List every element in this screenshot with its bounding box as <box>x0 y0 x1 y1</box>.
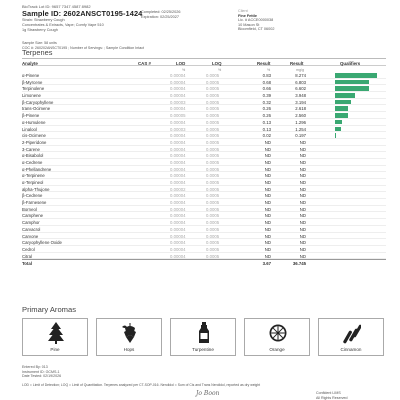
analyte-name: alpha-Thujone <box>22 186 50 192</box>
loq-value: 0.0005 <box>206 246 220 252</box>
result-mg: 6.803 <box>295 79 306 85</box>
total-result-pct: 3.67 <box>262 261 271 267</box>
result-pct: ND <box>264 213 271 219</box>
analyte-name: Linalool <box>22 126 37 132</box>
qualifier-bar <box>335 73 377 78</box>
result-pct: ND <box>264 186 271 192</box>
lod-value: 0.00004 <box>170 119 186 125</box>
lod-value: 0.00004 <box>170 206 186 212</box>
result-pct: ND <box>264 220 271 226</box>
table-row <box>22 139 386 146</box>
loq-value: 0.0005 <box>206 106 220 112</box>
result-pct: 0.13 <box>262 119 271 125</box>
loq-value: 0.0005 <box>206 233 220 239</box>
aroma-label: Turpentine <box>192 347 214 352</box>
analyte-name: β-Caryophyllene <box>22 99 54 105</box>
result-mg: 2.560 <box>295 113 306 119</box>
loq-value: 0.0005 <box>206 113 220 119</box>
result-pct: ND <box>264 159 271 165</box>
lod-value: 0.00003 <box>170 99 186 105</box>
aroma-label: Pine <box>50 347 60 352</box>
result-pct: 0.83 <box>262 73 271 78</box>
result-mg: ND <box>299 153 306 159</box>
analyte-name: α-Cedrene <box>22 159 43 165</box>
signature: Jo Boon <box>196 390 220 397</box>
loq-value: 0.0005 <box>206 226 220 232</box>
qualifier-bar <box>335 93 355 98</box>
qualifier-bar <box>335 100 351 105</box>
result-mg: 8.274 <box>295 73 306 78</box>
table-row <box>22 152 386 159</box>
loq-value: 0.0005 <box>206 206 220 212</box>
result-pct: 0.02 <box>262 133 271 139</box>
result-pct: ND <box>264 146 271 152</box>
loq-value: 0.0005 <box>206 133 220 139</box>
result-mg: ND <box>299 186 306 192</box>
lod-value: 0.00004 <box>170 200 186 206</box>
analyte-name: 2-Piperidone <box>22 139 47 145</box>
table-row <box>22 126 386 133</box>
result-mg: 6.602 <box>295 86 306 92</box>
instrument-id: Instrument ID: GCMS-1 <box>22 369 60 374</box>
result-pct: ND <box>264 139 271 145</box>
loq-value: 0.0005 <box>206 253 220 259</box>
date-tested: Date Tested: 02/19/2026 <box>22 374 62 378</box>
qualifier-bar <box>335 127 341 132</box>
completed-date: Completed: 02/25/2026 <box>141 10 181 14</box>
sample-size: Sample Size: 58 units <box>22 41 57 45</box>
lod-value: 0.00004 <box>170 79 186 85</box>
aromas-title: Primary Aromas <box>22 305 77 314</box>
col-qualifiers: Qualifiers <box>340 60 361 66</box>
result-mg: ND <box>299 200 306 206</box>
result-pct: ND <box>264 173 271 179</box>
lims-credit <box>316 391 348 400</box>
aroma-cinnamon <box>318 318 384 356</box>
table-row <box>22 186 386 193</box>
aroma-label: Cinnamon <box>340 347 362 352</box>
loq-value: 0.0005 <box>206 73 220 78</box>
unit-loq: % <box>218 67 222 72</box>
lod-value: 0.00004 <box>170 246 186 252</box>
result-pct: 0.68 <box>262 79 271 85</box>
qualifier-bar <box>335 113 348 118</box>
lod-value: 0.00004 <box>170 173 186 179</box>
aroma-pine <box>22 318 88 356</box>
result-mg: 0.197 <box>295 133 306 139</box>
loq-value: 0.0005 <box>206 146 220 152</box>
report-dates <box>141 10 180 20</box>
table-row <box>22 92 386 99</box>
analyte-name: Camphene <box>22 213 44 219</box>
result-pct: ND <box>264 233 271 239</box>
analyte-name: β-Farnesene <box>22 200 47 206</box>
result-mg: ND <box>299 213 306 219</box>
table-row <box>22 79 386 86</box>
result-mg: ND <box>299 180 306 185</box>
lod-value: 0.00004 <box>170 73 186 78</box>
result-mg: ND <box>299 253 306 259</box>
table-row <box>22 219 386 226</box>
table-row <box>22 246 386 253</box>
loq-value: 0.0005 <box>206 213 220 219</box>
result-pct: 0.26 <box>262 113 271 119</box>
result-mg: ND <box>299 139 306 145</box>
result-pct: ND <box>264 200 271 206</box>
product-name: 1g Strawberry Cough <box>22 27 58 32</box>
client-address: 10 Mason St <box>238 22 260 27</box>
result-pct: 0.32 <box>262 99 271 105</box>
analyte-name: β-Pinene <box>22 113 40 119</box>
table-row <box>22 239 386 246</box>
table-row <box>22 112 386 119</box>
lod-value: 0.00003 <box>170 126 186 132</box>
lod-value: 0.00004 <box>170 213 186 219</box>
loq-value: 0.0005 <box>206 193 220 199</box>
report-header <box>16 3 384 41</box>
aroma-label: Hops <box>123 347 135 352</box>
result-pct: ND <box>264 240 271 246</box>
result-pct: ND <box>264 206 271 212</box>
col-lod: LOD <box>176 60 186 66</box>
lod-value: 0.00002 <box>170 186 186 192</box>
analyte-name: Carvone <box>22 233 39 239</box>
strain-info <box>22 18 104 32</box>
aroma-hops <box>96 318 162 356</box>
lod-value: 0.00004 <box>170 240 186 246</box>
loq-value: 0.0005 <box>206 220 220 226</box>
result-pct: ND <box>264 180 271 185</box>
result-mg: ND <box>299 246 306 252</box>
pine-tree-icon <box>47 322 65 344</box>
bottle-icon <box>195 322 213 344</box>
lod-value: 0.00005 <box>170 113 186 119</box>
analyte-name: β-Myrcene <box>22 79 43 85</box>
lod-value: 0.00004 <box>170 153 186 159</box>
qualifier-bar <box>335 133 336 138</box>
table-row <box>22 105 386 112</box>
loq-value: 0.0005 <box>206 159 220 165</box>
result-pct: 0.26 <box>262 106 271 112</box>
analyte-name: cis-Ocimene <box>22 133 46 139</box>
analyte-name: α-Phellandrene <box>22 166 52 172</box>
expiration-date: Expiration: 02/25/2027 <box>141 15 179 19</box>
result-pct: 0.66 <box>262 86 271 92</box>
analyte-name: α-Humulene <box>22 119 46 125</box>
loq-value: 0.0005 <box>206 79 220 85</box>
client-info <box>238 9 274 32</box>
lod-value: 0.00004 <box>170 133 186 139</box>
result-pct: ND <box>264 226 271 232</box>
loq-value: 0.0005 <box>206 173 220 179</box>
result-pct: 0.39 <box>262 93 271 99</box>
lod-value: 0.00004 <box>170 139 186 145</box>
result-pct: ND <box>264 193 271 199</box>
lod-value: 0.00004 <box>170 220 186 226</box>
table-row <box>22 85 386 92</box>
table-row <box>22 192 386 199</box>
table-row <box>22 253 386 260</box>
table-row <box>22 199 386 206</box>
table-row <box>22 99 386 106</box>
lod-value: 0.00004 <box>170 159 186 165</box>
qualifier-bar <box>335 106 348 111</box>
table-row <box>22 206 386 213</box>
loq-value: 0.0005 <box>206 99 220 105</box>
terpenes-title: Terpenes <box>22 48 53 57</box>
table-row <box>22 172 386 179</box>
lod-value: 0.00004 <box>170 166 186 172</box>
analyte-name: α-Pinene <box>22 73 40 78</box>
loq-value: 0.0005 <box>206 153 220 159</box>
entered-by: Entered By: 013 <box>22 365 48 369</box>
table-row <box>22 166 386 173</box>
result-pct: ND <box>264 153 271 159</box>
result-mg: ND <box>299 159 306 165</box>
table-row <box>22 179 386 186</box>
client-city: Bloomfield, CT 06002 <box>238 27 275 32</box>
loq-value: 0.0005 <box>206 186 220 192</box>
result-mg: ND <box>299 240 306 246</box>
analyte-name: β-Cedrene <box>22 193 43 199</box>
total-result-mg: 36.745 <box>292 261 306 267</box>
qualifier-bar <box>335 120 342 125</box>
result-mg: 3.194 <box>295 99 306 105</box>
result-mg: ND <box>299 193 306 199</box>
col-cas: CAS # <box>138 60 151 66</box>
analyte-name: α-Terpineol <box>22 180 44 185</box>
table-row <box>22 119 386 126</box>
col-result-mg: Result <box>290 60 304 66</box>
loq-value: 0.0005 <box>206 240 220 246</box>
product-category: Concentrates & Extracts, Vape; Comfy Vape 510 <box>22 22 104 27</box>
result-mg: ND <box>299 146 306 152</box>
analyte-name: α-Bisabolol <box>22 153 44 159</box>
lod-value: 0.00004 <box>170 180 186 185</box>
result-pct: ND <box>264 253 271 259</box>
table-row <box>22 233 386 240</box>
loq-value: 0.0005 <box>206 93 220 99</box>
terpenes-table <box>22 58 386 266</box>
lod-value: 0.00004 <box>170 253 186 259</box>
table-row <box>22 146 386 153</box>
result-mg: ND <box>299 233 306 239</box>
loq-value: 0.0005 <box>206 126 220 132</box>
terpenes-table-header <box>22 58 386 66</box>
lims-name: Confident LIMS <box>316 391 341 395</box>
result-pct: ND <box>264 166 271 172</box>
lod-value: 0.00004 <box>170 86 186 92</box>
col-analyte: Analyte <box>22 60 38 66</box>
table-row <box>22 132 386 139</box>
lod-value: 0.00004 <box>170 193 186 199</box>
result-mg: ND <box>299 166 306 172</box>
result-mg: 2.618 <box>295 106 306 112</box>
footer-info <box>22 365 61 379</box>
analyte-name: Citral <box>22 253 33 259</box>
client-label: Client <box>238 9 248 13</box>
lims-rights: All Rights Reserved <box>316 395 348 400</box>
loq-value: 0.0005 <box>206 166 220 172</box>
unit-lod: % <box>182 67 186 72</box>
lod-value: 0.00004 <box>170 93 186 99</box>
sample-id: Sample ID: 2602ANSCT0195-1424 <box>22 9 143 18</box>
result-mg: ND <box>299 220 306 226</box>
result-mg: ND <box>299 206 306 212</box>
aroma-label: Orange <box>269 347 285 352</box>
loq-value: 0.0005 <box>206 86 220 92</box>
analyte-name: Borneol <box>22 206 37 212</box>
result-mg: ND <box>299 226 306 232</box>
col-result-pct: Result <box>257 60 271 66</box>
lod-value: 0.00004 <box>170 226 186 232</box>
analyte-name: Limonene <box>22 93 41 99</box>
lod-value: 0.00004 <box>170 106 186 112</box>
coc-info: COC #: 260202ANSCT0195 ; Number of Servings: ; Sample Condition Intact <box>22 45 145 50</box>
lod-value: 0.00004 <box>170 146 186 152</box>
table-row <box>22 212 386 219</box>
loq-value: 0.0005 <box>206 180 220 185</box>
lod-value: 0.00004 <box>170 233 186 239</box>
client-license: Lic. # ACCE0000038 <box>238 18 274 23</box>
analyte-name: Terpinolene <box>22 86 45 92</box>
total-label: Total <box>22 261 32 267</box>
analyte-name: α-Terpinene <box>22 173 45 179</box>
terpenes-total-row <box>22 259 386 266</box>
unit-result-pct: % <box>267 67 271 72</box>
analyte-name: 3-Carene <box>22 146 40 152</box>
result-pct: ND <box>264 246 271 252</box>
loq-value: 0.0005 <box>206 139 220 145</box>
qualifier-bar <box>335 80 369 85</box>
orange-slice-icon <box>269 322 287 344</box>
result-mg: 1.254 <box>295 126 306 132</box>
col-loq: LOQ <box>212 60 222 66</box>
table-row <box>22 72 386 79</box>
analyte-name: trans-Ocimene <box>22 106 51 112</box>
strain-name: Strain: Strawberry Cough <box>22 18 65 22</box>
analyte-name: Cedrol <box>22 246 35 252</box>
footer-definitions: LOD = Limit of Detection; LOQ = Limit of Quantitation. Terpenes analyzed per CT-SOP-016. Nerolidol = Sum of Cis and Trans Nerolidol, reported as dry weight <box>22 383 261 387</box>
result-mg: 1.296 <box>295 119 306 125</box>
qualifier-bar <box>335 86 369 91</box>
aromas-panel <box>22 318 386 360</box>
aroma-turpentine <box>170 318 236 356</box>
result-pct: 0.13 <box>262 126 271 132</box>
analyte-name: Camphor <box>22 220 40 226</box>
result-mg: 3.948 <box>295 93 306 99</box>
hops-icon <box>121 322 139 344</box>
terpenes-rows <box>22 72 386 259</box>
tracking-id: BioTrack Lot ID: 9657 7347 4587 8982 <box>22 4 91 9</box>
loq-value: 0.0005 <box>206 119 220 125</box>
analyte-name: Caryophyllene Oxide <box>22 240 62 246</box>
unit-result-mg: mg/g <box>296 67 304 72</box>
analyte-name: Carvacrol <box>22 226 41 232</box>
client-name: Fine Fettle <box>238 13 257 18</box>
result-mg: ND <box>299 173 306 179</box>
table-row <box>22 159 386 166</box>
table-row <box>22 226 386 233</box>
aroma-orange <box>244 318 310 356</box>
loq-value: 0.0005 <box>206 200 220 206</box>
cinnamon-stick-icon <box>343 322 361 344</box>
